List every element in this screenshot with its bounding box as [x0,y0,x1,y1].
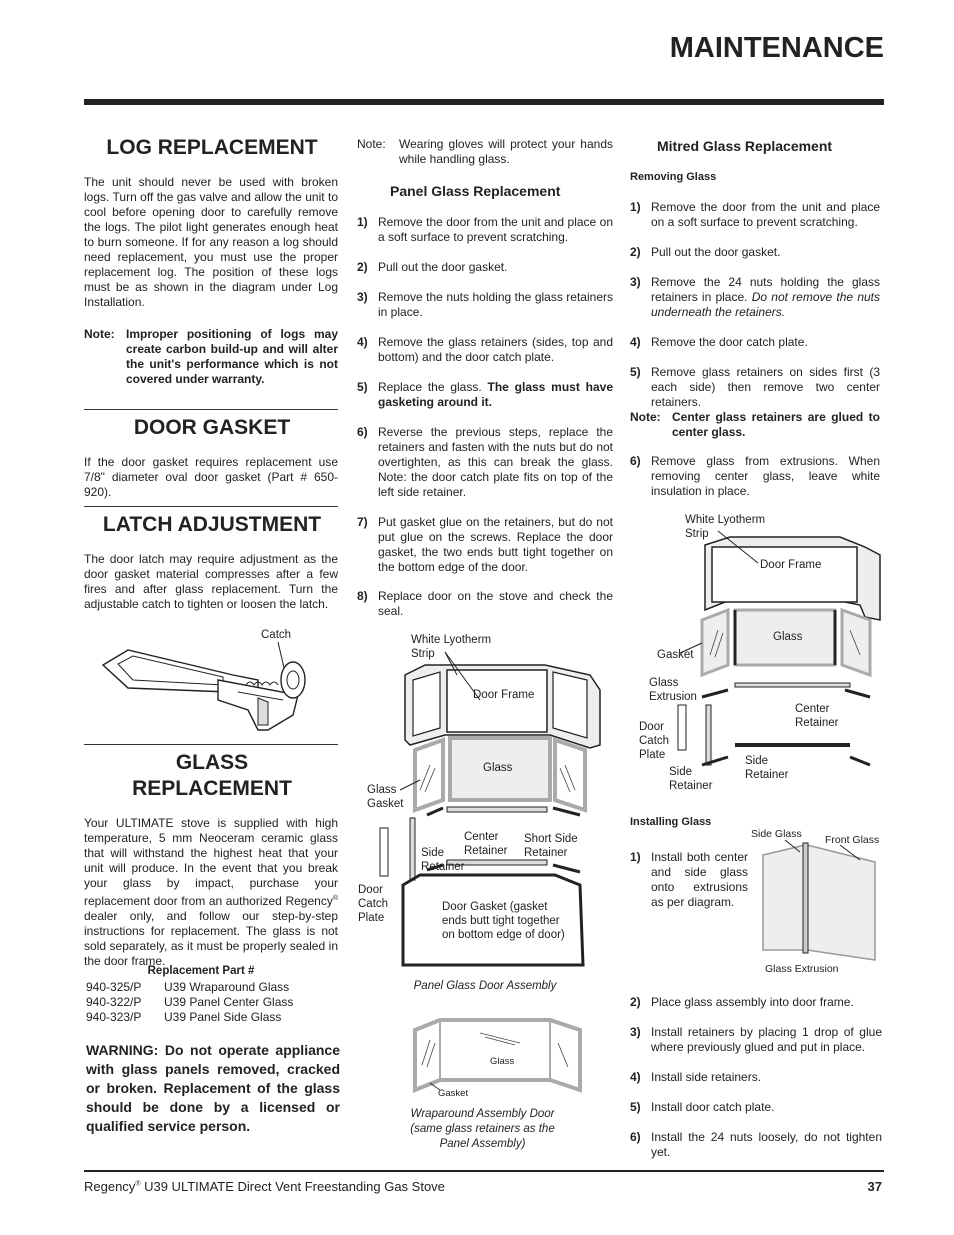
footer-text [84,1179,445,1194]
part-desc: U39 Panel Side Glass [164,1010,282,1024]
mitred-note-text: Center glass retainers are glued to center glass. [672,410,880,439]
label-glass: Glass [483,762,513,774]
part-row [86,980,293,995]
part-number: 940-322/P [86,995,142,1009]
step-number: 7) [357,515,368,529]
mitred-step [630,275,880,320]
divider [84,506,338,507]
label-white-lyotherm: White Lyotherm Strip [411,634,492,660]
step-text [378,380,613,410]
glass-heading-1: GLASS [175,751,249,774]
warning-text: WARNING: Do not operate appliance with glass panels removed, cracked or broken. Replacement of the glass should be done by a licensed or qualified service person. [86,1042,340,1134]
step-text: Put gasket glue on the retainers, but do not put glue on the screws. Replace the door gasket, the two ends butt tight together on the bottom edge of the door. [378,515,613,574]
mitred-step [630,454,880,499]
step-number: 2) [357,260,368,274]
front-glass-label: Front Glass [825,834,880,846]
wrap-glass-label: Glass [490,1056,515,1067]
step-text: Pull out the door gasket. [651,245,781,259]
m-label-center-retainer: Center Retainer [795,703,839,729]
wrap-caption: Wraparound Assembly Door (same glass retainers as the Panel Assembly) [410,1108,555,1150]
step-text: Reverse the previous steps, replace the retainers and fasten with the nuts but do not overtighten, as this can break the glass. Note: the door catch plate fits on top of the left side retainer. [378,425,613,499]
label-door-catch-plate: Door Catch Plate [358,884,389,924]
catch-label: Catch [261,629,292,641]
door-gasket-body: If the door gasket requires replacement use 7/8" diameter oval door gasket (Part # 650-920). [84,455,338,499]
page-title: MAINTENANCE [669,32,884,64]
panel-step [357,425,613,500]
m-label-extrusion: Glass Extrusion [649,677,697,703]
m-label-gasket: Gasket [657,649,694,661]
step-text: Pull out the door gasket. [378,260,508,274]
install-step [630,995,882,1010]
gloves-note-label: Note: [357,137,386,151]
part-number: 940-325/P [86,980,142,994]
m-label-door-catch: Door Catch Plate [639,721,670,761]
divider [84,744,338,745]
step-number: 2) [630,995,641,1009]
panel-heading: Panel Glass Replacement [390,183,561,199]
step-number: 2) [630,245,641,259]
glass-extrusion-label: Glass Extrusion [765,963,839,975]
panel-step [357,290,613,320]
latch-body: The door latch may require adjustment as the door gasket material compresses after a few fires and after glass replacement. Turn the adjustable catch to tighten or loosen the latch. [84,552,338,611]
label-center-retainer: Center Retainer [464,831,508,857]
step-number: 6) [630,1130,641,1144]
footer-reg: ® [135,1180,141,1188]
step-number: 3) [630,275,641,289]
panel-step [357,335,613,365]
page-number: 37 [867,1179,882,1194]
step-number: 4) [357,335,368,349]
log-body: The unit should never be used with broken logs. Turn off the gas valve and allow the unit to cool before opening door to carefully remove the logs. The pilot light generates enough heat to burn someone. If for any reason a log should need replacement, you must use the proper replacement log. The position of these logs must be as shown in the diagram under Log Installation. [84,175,338,309]
label-door-frame: Door Frame [473,689,535,701]
label-side-retainer: Side Retainer [421,847,465,873]
panel-step [357,215,613,245]
step-number: 5) [357,380,368,394]
panel-caption: Panel Glass Door Assembly [413,980,557,992]
log-note-text: Improper positioning of logs may create carbon build-up and will alter the unit's performance which is not covered under warranty. [126,327,338,386]
divider [84,409,338,410]
step-number: 3) [357,290,368,304]
panel-step [357,515,613,575]
wrap-gasket-label: Gasket [438,1088,469,1099]
m-label-side-retainer-a: Side Retainer [669,766,713,792]
label-glass-gasket: Glass Gasket [367,784,404,810]
footer-rule [84,1170,884,1172]
step-text: Install side retainers. [651,1070,762,1084]
gloves-note [357,137,613,167]
label-door-gasket: Door Gasket (gasket ends butt tight together on bottom edge of door) [442,901,565,941]
m-label-white: White Lyotherm Strip [685,514,766,540]
parts-list [86,980,293,1025]
log-note [84,327,338,387]
step-text: Remove the glass retainers (sides, top and bottom) and the door catch plate. [378,335,613,364]
glass-body [84,816,338,969]
step-number: 5) [630,365,641,379]
step-text: Install door catch plate. [651,1100,775,1114]
footer-brand: Regency [84,1179,136,1194]
install-step [630,1130,882,1160]
step-text: Install the 24 nuts loosely, do not tighten yet. [651,1130,882,1159]
step-text: Remove glass retainers on sides first (3 each side) then remove two center retainers. [651,365,880,409]
step-text: Replace door on the stove and check the seal. [378,589,613,618]
side-glass-label: Side Glass [751,828,802,840]
step-number: 1) [357,215,368,229]
step-text-bold: The glass must have gasketing around it. [378,380,614,409]
step-text [651,275,880,320]
m-label-glass: Glass [773,631,803,643]
install-step [630,1025,882,1055]
step-number: 4) [630,335,641,349]
installing-glass-diagram [755,840,885,965]
installing-heading: Installing Glass [630,816,712,828]
step-number: 6) [357,425,368,439]
install-step [630,850,748,910]
install-step [630,1100,882,1115]
step-number: 8) [357,589,368,603]
step-text: Remove the door from the unit and place on a soft surface to prevent scratching. [378,215,613,244]
step-text-normal: Replace the glass. [378,380,488,394]
log-heading: LOG REPLACEMENT [106,136,318,159]
step-text: Install both center and side glass onto extrusions as per diagram. [651,850,748,909]
label-short-side-retainer: Short Side Retainer [524,833,578,859]
m-label-side-retainer-b: Side Retainer [745,755,789,781]
mitred-step [630,335,880,350]
step-text: Remove the door from the unit and place on a soft surface to prevent scratching. [651,200,880,229]
m-label-door-frame: Door Frame [760,559,822,571]
mitred-heading: Mitred Glass Replacement [657,138,833,154]
latch-heading: LATCH ADJUSTMENT [102,513,322,536]
step-number: 4) [630,1070,641,1084]
part-number: 940-323/P [86,1010,142,1024]
glass-body-b: dealer only, and follow our step-by-step instructions for replacement. The glass is not sold separately, as it must be properly sealed in the door frame. [84,909,338,968]
mitred-step [630,200,880,230]
mitred-step [630,365,880,410]
log-note-label: Note: [84,327,115,341]
step-text: Place glass assembly into door frame. [651,995,854,1009]
step-text: Remove the nuts holding the glass retainers in place. [378,290,613,319]
step-text-normal: Remove the 24 nuts holding the glass retainers in place. [651,275,880,304]
step-number: 1) [630,200,641,214]
step-text: Remove glass from extrusions. When removing center glass, leave white insulation in place. [651,454,880,498]
latch-illustration [98,640,318,740]
part-row [86,995,293,1010]
gloves-note-text: Wearing gloves will protect your hands while handling glass. [399,137,613,166]
footer-title: U39 ULTIMATE Direct Vent Freestanding Gas Stove [140,1179,445,1194]
mitred-note-label: Note: [630,410,661,424]
step-text-italic: Do not remove the nuts underneath the retainers. [651,290,880,319]
header-rule [84,99,884,105]
removing-heading: Removing Glass [630,171,717,183]
panel-step [357,380,613,410]
part-row [86,1010,293,1025]
panel-step [357,260,613,275]
glass-heading-2: REPLACEMENT [132,777,292,800]
mitred-note [630,410,880,440]
step-number: 1) [630,850,641,864]
mitred-step [630,245,880,260]
part-desc: U39 Panel Center Glass [164,995,294,1009]
registered-mark: ® [332,895,338,902]
install-step [630,1070,882,1085]
step-number: 3) [630,1025,641,1039]
glass-body-a: Your ULTIMATE stove is supplied with high temperature, 5 mm Neoceram ceramic glass that will withstand the highest heat that your unit will produce. In the event that you break your glass by impact, purchase your replacement door from an authorized Regency [84,816,338,908]
step-text: Remove the door catch plate. [651,335,808,349]
step-text: Install retainers by placing 1 drop of glue where previously glued and put in place. [651,1025,882,1054]
part-desc: U39 Wraparound Glass [164,980,290,994]
step-number: 6) [630,454,641,468]
door-gasket-heading: DOOR GASKET [133,416,291,439]
step-number: 5) [630,1100,641,1114]
parts-title: Replacement Part # [147,965,255,977]
panel-step [357,589,613,619]
